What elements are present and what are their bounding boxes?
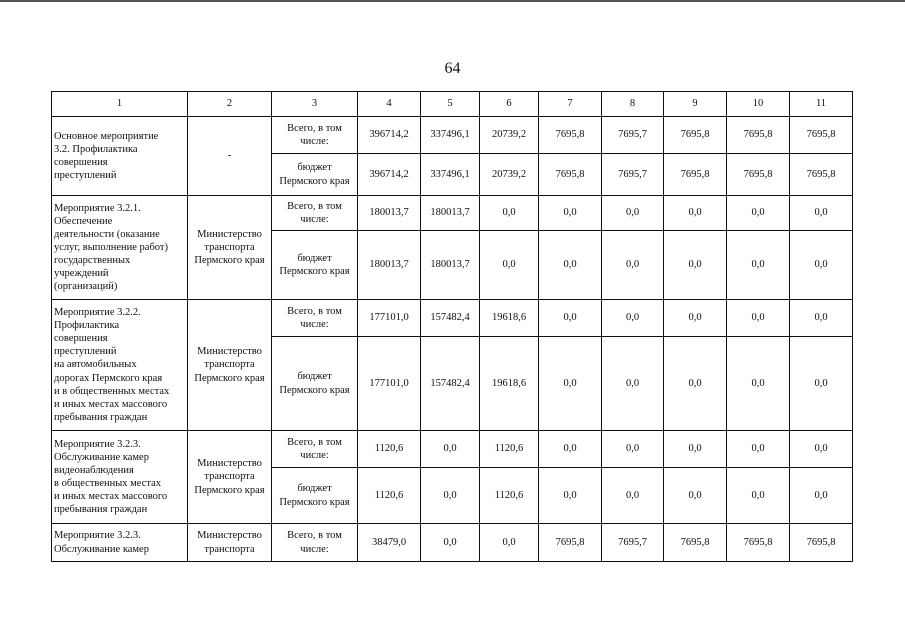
amount-cell: 7695,8: [664, 117, 727, 154]
amount-cell: 0,0: [664, 337, 727, 431]
amount-cell: 38479,0: [358, 524, 421, 562]
amount-cell: 7695,7: [602, 117, 664, 154]
activity-name-cell: Мероприятие 3.2.3. Обслуживание камер: [52, 524, 188, 562]
funding-source-cell: бюджет Пермского края: [272, 154, 358, 196]
amount-cell: 0,0: [727, 431, 790, 468]
amount-cell: 0,0: [664, 196, 727, 231]
header-cell: 11: [790, 92, 853, 117]
amount-cell: 0,0: [421, 431, 480, 468]
funding-source-cell: Всего, в том числе:: [272, 300, 358, 337]
amount-cell: 0,0: [727, 300, 790, 337]
table-row: [52, 117, 853, 154]
amount-cell: 0,0: [790, 196, 853, 231]
amount-cell: 157482,4: [421, 300, 480, 337]
amount-cell: 0,0: [727, 337, 790, 431]
amount-cell: 180013,7: [358, 196, 421, 231]
funding-source-cell: Всего, в том числе:: [272, 117, 358, 154]
amount-cell: 0,0: [421, 524, 480, 562]
amount-cell: 1120,6: [480, 431, 539, 468]
table-row: [52, 431, 853, 468]
amount-cell: 7695,8: [664, 154, 727, 196]
amount-cell: 7695,7: [602, 524, 664, 562]
funding-source-cell: бюджет Пермского края: [272, 231, 358, 300]
amount-cell: 20739,2: [480, 117, 539, 154]
funding-source-cell: Всего, в том числе:: [272, 524, 358, 562]
amount-cell: 19618,6: [480, 337, 539, 431]
executor-cell: -: [188, 117, 272, 196]
executor-cell: Министерство транспорта Пермского края: [188, 196, 272, 300]
funding-source-cell: Всего, в том числе:: [272, 431, 358, 468]
table-row: [52, 300, 853, 337]
funding-source-cell: бюджет Пермского края: [272, 337, 358, 431]
table-row: [52, 196, 853, 231]
amount-cell: 19618,6: [480, 300, 539, 337]
amount-cell: 7695,8: [539, 524, 602, 562]
amount-cell: 7695,8: [539, 117, 602, 154]
amount-cell: 7695,8: [790, 117, 853, 154]
table-body: [52, 92, 853, 562]
amount-cell: 1120,6: [358, 468, 421, 524]
header-cell: 10: [727, 92, 790, 117]
amount-cell: 0,0: [602, 337, 664, 431]
amount-cell: 7695,8: [727, 117, 790, 154]
amount-cell: 396714,2: [358, 117, 421, 154]
amount-cell: 177101,0: [358, 337, 421, 431]
amount-cell: 1120,6: [480, 468, 539, 524]
header-cell: 4: [358, 92, 421, 117]
amount-cell: 0,0: [790, 231, 853, 300]
amount-cell: 0,0: [664, 300, 727, 337]
funding-source-cell: Всего, в том числе:: [272, 196, 358, 231]
executor-cell: Министерство транспорта: [188, 524, 272, 562]
budget-table: [51, 91, 853, 562]
activity-name-cell: Мероприятие 3.2.3. Обслуживание камер видеонаблюдения в общественных местах и иных местах массового пребывания граждан: [52, 431, 188, 524]
amount-cell: 0,0: [539, 431, 602, 468]
amount-cell: 180013,7: [358, 231, 421, 300]
amount-cell: 337496,1: [421, 117, 480, 154]
amount-cell: 7695,8: [539, 154, 602, 196]
table-row: [52, 524, 853, 562]
amount-cell: 0,0: [790, 468, 853, 524]
activity-name-cell: Основное мероприятие 3.2. Профилактика совершения преступлений: [52, 117, 188, 196]
amount-cell: 396714,2: [358, 154, 421, 196]
amount-cell: 0,0: [790, 337, 853, 431]
amount-cell: 7695,8: [790, 154, 853, 196]
amount-cell: 0,0: [539, 231, 602, 300]
amount-cell: 177101,0: [358, 300, 421, 337]
header-row: [52, 92, 853, 117]
amount-cell: 180013,7: [421, 196, 480, 231]
amount-cell: 0,0: [539, 468, 602, 524]
amount-cell: 0,0: [727, 231, 790, 300]
amount-cell: 180013,7: [421, 231, 480, 300]
activity-name-cell: Мероприятие 3.2.2. Профилактика совершения преступлений на автомобильных дорогах Пермского края и в общественных местах и иных местах массового пребывания граждан: [52, 300, 188, 431]
amount-cell: 0,0: [421, 468, 480, 524]
amount-cell: 0,0: [480, 231, 539, 300]
amount-cell: 7695,8: [790, 524, 853, 562]
amount-cell: 20739,2: [480, 154, 539, 196]
executor-cell: Министерство транспорта Пермского края: [188, 300, 272, 431]
amount-cell: 337496,1: [421, 154, 480, 196]
amount-cell: 0,0: [664, 431, 727, 468]
header-cell: 1: [52, 92, 188, 117]
amount-cell: 0,0: [539, 300, 602, 337]
amount-cell: 0,0: [790, 431, 853, 468]
amount-cell: 7695,7: [602, 154, 664, 196]
header-cell: 8: [602, 92, 664, 117]
amount-cell: 157482,4: [421, 337, 480, 431]
amount-cell: 0,0: [602, 231, 664, 300]
activity-name-cell: Мероприятие 3.2.1. Обеспечение деятельности (оказание услуг, выполнение работ) государственных учреждений (организаций): [52, 196, 188, 300]
amount-cell: 0,0: [539, 337, 602, 431]
amount-cell: 0,0: [602, 300, 664, 337]
header-cell: 9: [664, 92, 727, 117]
header-cell: 6: [480, 92, 539, 117]
amount-cell: 0,0: [602, 431, 664, 468]
amount-cell: 0,0: [602, 196, 664, 231]
amount-cell: 0,0: [727, 468, 790, 524]
top-edge-rule: [0, 0, 905, 2]
header-cell: 7: [539, 92, 602, 117]
amount-cell: 1120,6: [358, 431, 421, 468]
amount-cell: 0,0: [664, 231, 727, 300]
header-cell: 5: [421, 92, 480, 117]
amount-cell: 7695,8: [727, 154, 790, 196]
amount-cell: 0,0: [539, 196, 602, 231]
amount-cell: 7695,8: [727, 524, 790, 562]
amount-cell: 0,0: [480, 524, 539, 562]
amount-cell: 0,0: [790, 300, 853, 337]
header-cell: 2: [188, 92, 272, 117]
amount-cell: 0,0: [480, 196, 539, 231]
amount-cell: 0,0: [602, 468, 664, 524]
executor-cell: Министерство транспорта Пермского края: [188, 431, 272, 524]
amount-cell: 7695,8: [664, 524, 727, 562]
amount-cell: 0,0: [664, 468, 727, 524]
header-cell: 3: [272, 92, 358, 117]
page-number: 64: [444, 60, 461, 77]
funding-source-cell: бюджет Пермского края: [272, 468, 358, 524]
amount-cell: 0,0: [727, 196, 790, 231]
